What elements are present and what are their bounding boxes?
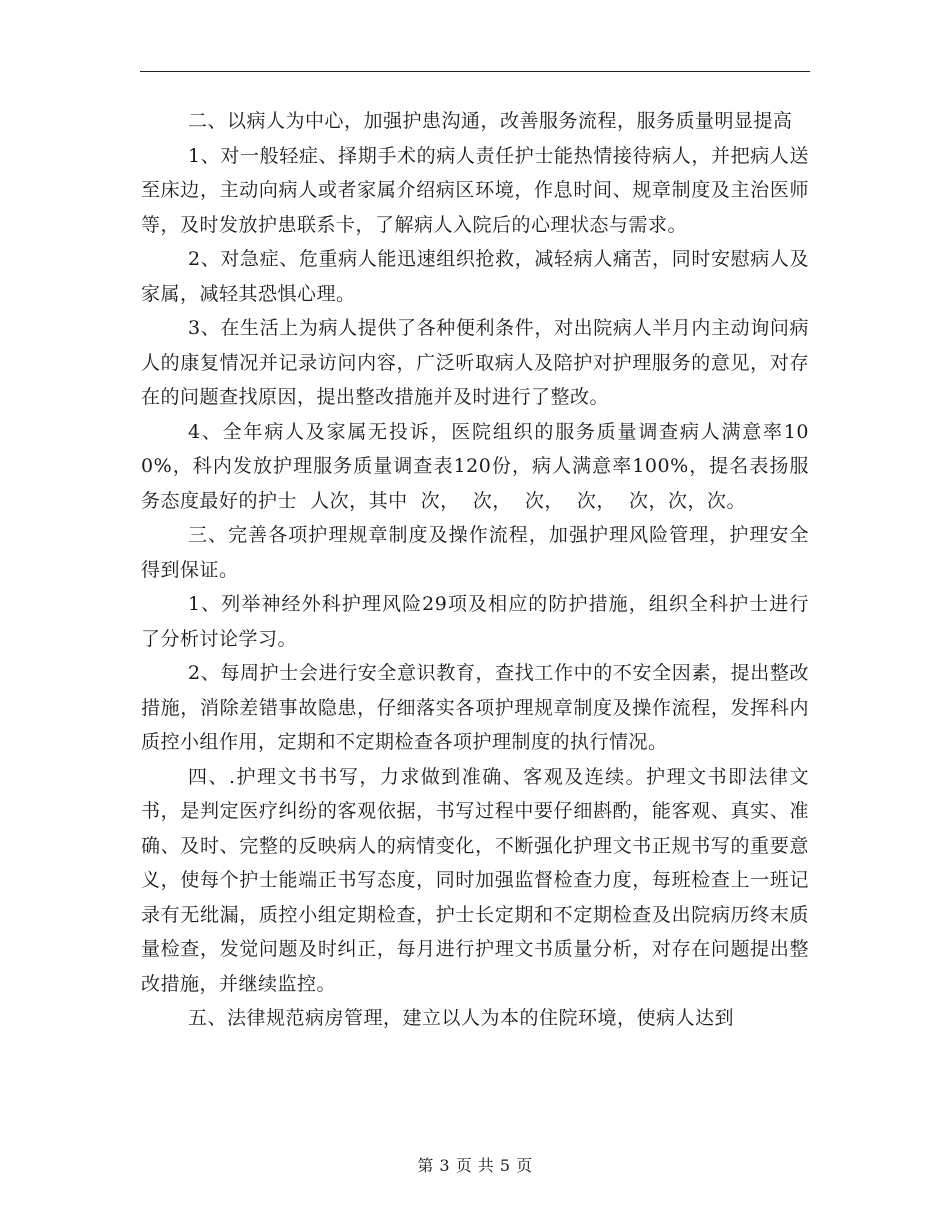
paragraph: 2、对急症、危重病人能迅速组织抢救，减轻病人痛苦，同时安慰病人及家属，减轻其恐惧心理。	[141, 248, 809, 305]
section-heading-4: 四、.护理文书书写，力求做到准确、客观及连续。护理文书即法律文书，是判定医疗纠纷的客观依据，书写过程中要仔细斟酌，能客观、真实、准确、及时、完整的反映病人的病情变化，不断强化护理文书正规书写的重要意义，使每个护士能端正书写态度，同时加强监督检查力度，每班检查上一班记录有无纰漏，质控小组定期检查，护士长定期和不定期检查及出院病历终末质量检查，发觉问题及时纠正，每月进行护理文书质量分析，对存在问题提出整改措施，并继续监控。	[141, 765, 809, 995]
paragraph: 4、全年病人及家属无投诉，医院组织的服务质量调查病人满意率100%，科内发放护理服务质量调查表120份，病人满意率100%，提名表扬服务态度最好的护士 人次，其中 次， 次， 次， 次， 次，次，次。	[141, 420, 809, 512]
header-rule	[140, 71, 810, 72]
paragraph: 1、列举神经外科护理风险29项及相应的防护措施，组织全科护士进行了分析讨论学习。	[141, 593, 809, 650]
paragraph: 2、每周护士会进行安全意识教育，查找工作中的不安全因素，提出整改措施，消除差错事故隐患，仔细落实各项护理规章制度及操作流程，发挥科内质控小组作用，定期和不定期检查各项护理制度的执行情况。	[141, 662, 809, 753]
document-body	[141, 104, 809, 1036]
paragraph: 3、在生活上为病人提供了各种便利条件，对出院病人半月内主动询问病人的康复情况并记录访问内容，广泛听取病人及陪护对护理服务的意见，对存在的问题查找原因，提出整改措施并及时进行了整改。	[141, 317, 809, 408]
paragraph: 1、对一般轻症、择期手术的病人责任护士能热情接待病人，并把病人送至床边，主动向病人或者家属介绍病区环境，作息时间、规章制度及主治医师等，及时发放护患联系卡，了解病人入院后的心理状态与需求。	[141, 144, 809, 236]
page-number: 第 3 页 共 5 页	[417, 1156, 533, 1175]
section-heading-5: 五、法律规范病房管理，建立以人为本的住院环境，使病人达到	[188, 1007, 735, 1029]
section-heading-2: 二、以病人为中心，加强护患沟通，改善服务流程，服务质量明显提高	[188, 110, 793, 132]
section-heading-3: 三、完善各项护理规章制度及操作流程，加强护理风险管理，护理安全得到保证。	[141, 524, 809, 581]
